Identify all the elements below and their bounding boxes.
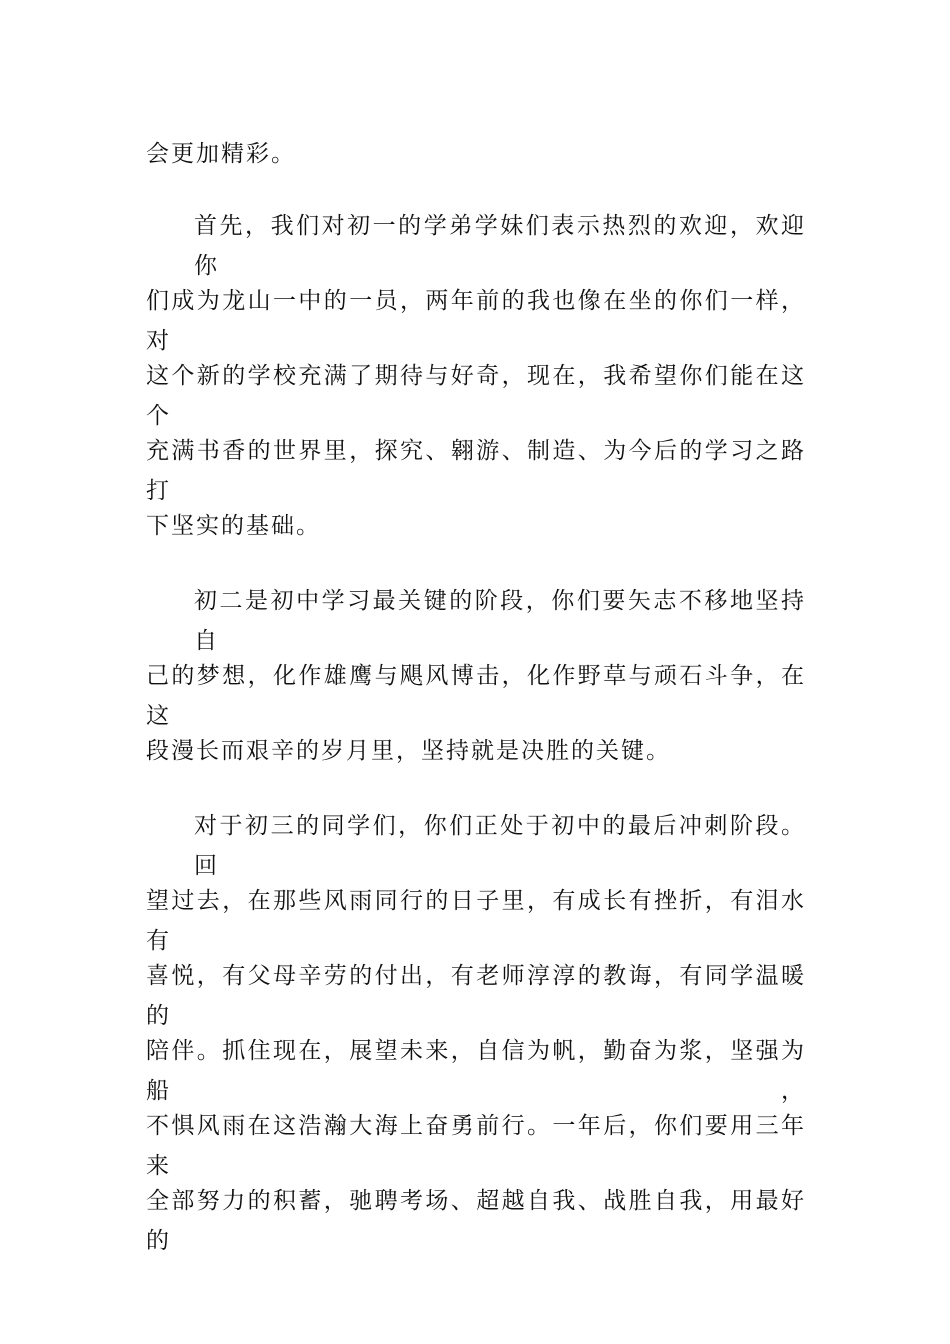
text-line-1: 会更加精彩。 [146,141,296,167]
text-line-5: 充满书香的世界里，探究、翱游、制造、为今后的学习之路打 [146,438,806,504]
text-line-15: 全部努力的积蓄，驰聘考场、超越自我、战胜自我，用最好的 [146,1188,806,1254]
text-line-3: 们成为龙山一中的一员，两年前的我也像在坐的你们一样，对 [146,288,806,354]
text-line-12: 喜悦，有父母辛劳的付出，有老师淳淳的教诲，有同学温暖的 [146,963,806,1029]
text-line-8: 己的梦想，化作雄鹰与飓风博击，化作野草与顽石斗争，在这 [146,663,806,729]
text-line-9: 段漫长而艰辛的岁月里，坚持就是决胜的关键。 [146,738,671,764]
text-line-13: 陪伴。抓住现在，展望未来，自信为帆，勤奋为浆，坚强为船， [146,1038,806,1104]
text-line-11: 望过去，在那些风雨同行的日子里，有成长有挫折，有泪水有 [146,888,806,954]
text-line-14: 不惧风雨在这浩瀚大海上奋勇前行。一年后，你们要用三年来 [146,1113,806,1179]
text-line-7: 初二是初中学习最关键的阶段，你们要矢志不移地坚持自 [194,588,806,654]
text-line-10: 对于初三的同学们，你们正处于初中的最后冲刺阶段。回 [194,813,806,879]
text-line-6: 下坚实的基础。 [146,513,321,539]
text-line-4: 这个新的学校充满了期待与好奇，现在，我希望你们能在这个 [146,363,806,429]
text-line-2: 首先，我们对初一的学弟学妹们表示热烈的欢迎，欢迎你 [194,213,806,279]
